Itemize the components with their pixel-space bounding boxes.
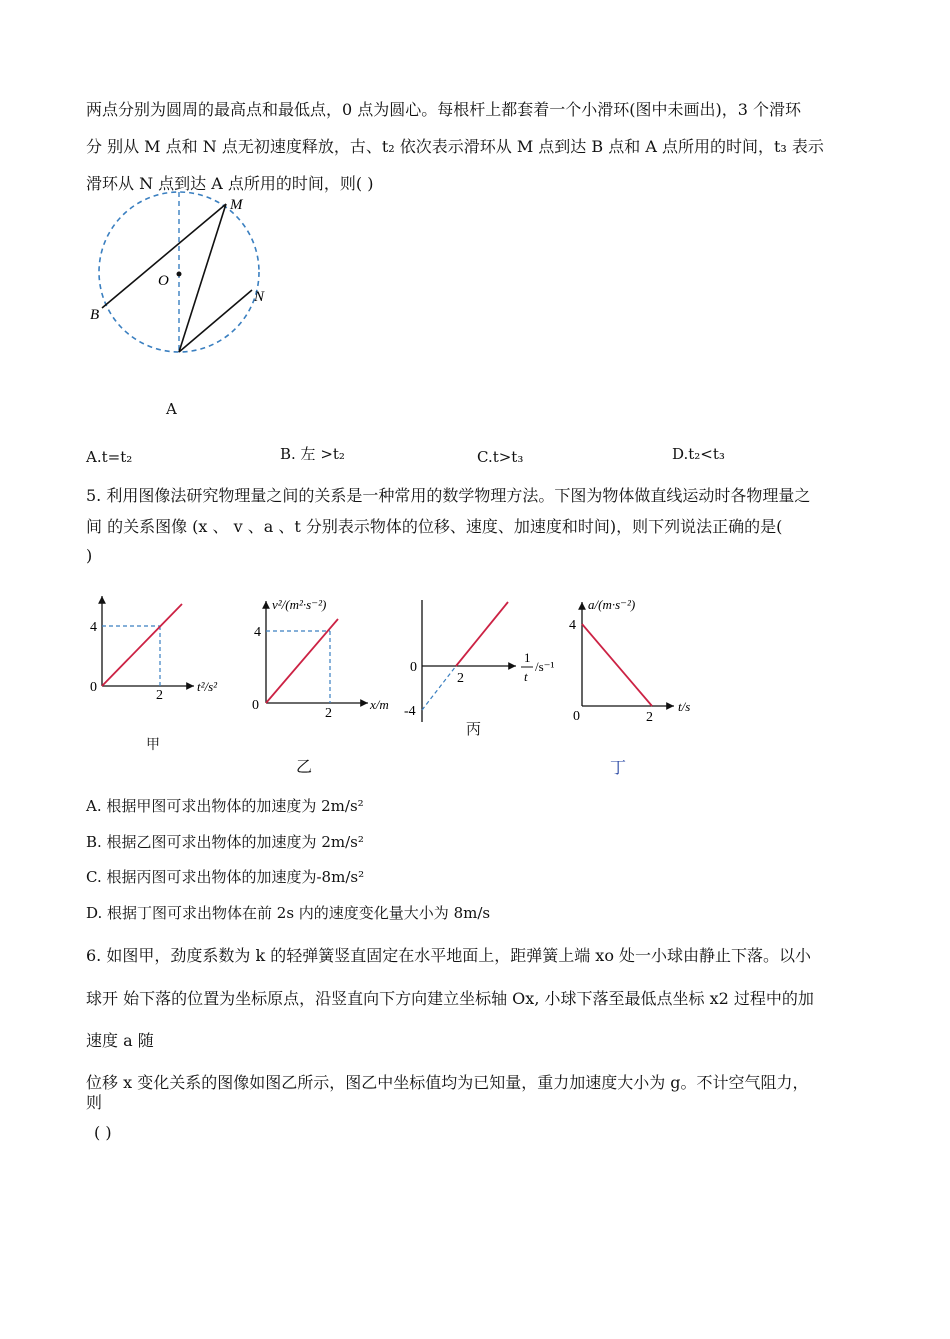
q5-option-d: D. 根据丁图可求出物体在前 2s 内的速度变化量大小为 8m/s (86, 904, 491, 922)
bing-x-tick: 2 (457, 671, 464, 686)
bing-x-label-num: 1 (524, 650, 531, 665)
bing-zero: 0 (410, 660, 417, 675)
q6-text-line-5: 则 (86, 1093, 103, 1112)
caption-jia: 甲 (146, 737, 160, 753)
label-o: O (158, 273, 169, 289)
q5-option-c: C. 根据丙图可求出物体的加速度为-8m/s² (86, 868, 365, 886)
q4-text-line-1: 两点分别为圆周的最高点和最低点，0 点为圆心。每根杆上都套着一个小滑环(图中未画出)，3 个滑环 (86, 100, 802, 119)
caption-yi: 乙 (296, 757, 313, 776)
q5-option-b: B. 根据乙图可求出物体的加速度为 2m/s² (86, 833, 364, 851)
yi-x-label: x/m (370, 697, 389, 712)
q4-option-c: C.t>t₃ (477, 448, 524, 466)
ding-x-label: t/s (678, 699, 691, 714)
q5-option-a: A. 根据甲图可求出物体的加速度为 2m/s² (86, 797, 364, 815)
yi-y-label: v²/(m²·s⁻²) (272, 597, 327, 612)
yi-x-tick: 2 (325, 706, 332, 718)
bing-neg-tick: -4 (404, 704, 416, 719)
q4-option-a: A.t=t₂ (86, 448, 133, 466)
ding-x-tick: 2 (646, 710, 653, 721)
bing-x-label-den: t (524, 669, 528, 684)
ding-origin: 0 (573, 709, 580, 721)
q5-text-line-2: 间 的关系图像 (x 、 v 、a 、t 分别表示物体的位移、速度、加速度和时间)，则下列说法正确的是( (86, 517, 783, 536)
q6-text-line-1: 6. 如图甲，劲度系数为 k 的轻弹簧竖直固定在水平地面上，距弹簧上端 xo 处一小球由静止下落。以小 (86, 946, 812, 965)
q5-text-line-1: 5. 利用图像法研究物理量之间的关系是一种常用的数学物理方法。下图为物体做直线运动时各物理量之 (86, 486, 811, 505)
graph-bing (404, 598, 564, 728)
graph-yi (248, 593, 408, 718)
jia-x-label: t²/s² (197, 679, 218, 694)
q6-text-line-4: 位移 x 变化关系的图像如图乙所示，图乙中坐标值均为已知量，重力加速度大小为 g。不计空气阻力， (86, 1073, 809, 1092)
q6-text-line-3: 速度 a 随 (86, 1031, 154, 1050)
q4-option-d: D.t₂<t₃ (672, 445, 725, 463)
q4-figure-label-a: A (166, 400, 177, 418)
graph-jia (84, 590, 234, 700)
jia-origin: 0 (90, 680, 97, 695)
q4-circle-figure (82, 190, 282, 370)
ding-y-label: a/(m·s⁻²) (588, 597, 636, 612)
graph-ding (562, 596, 702, 721)
caption-bing: 丙 (466, 720, 482, 738)
q4-option-b: B. 左 >t₂ (280, 445, 345, 463)
yi-origin: 0 (252, 698, 259, 713)
bing-x-label-unit: /s⁻¹ (535, 659, 555, 674)
q5-text-line-3: ) (86, 546, 93, 565)
jia-y-tick: 4 (90, 620, 97, 635)
yi-y-tick: 4 (254, 625, 261, 640)
label-n: N (254, 289, 265, 305)
label-b: B (90, 307, 100, 323)
jia-x-tick: 2 (156, 688, 163, 700)
q4-text-line-2: 分 别从 M 点和 N 点无初速度释放，古、t₂ 依次表示滑环从 M 点到达 B 点和 A 点所用的时间，t₃ 表示 (86, 137, 824, 156)
caption-ding: 丁 (610, 758, 627, 777)
ding-y-tick: 4 (569, 618, 576, 633)
label-m: M (230, 197, 243, 213)
q6-text-line-6: ( ) (94, 1123, 112, 1142)
q6-text-line-2: 球开 始下落的位置为坐标原点，沿竖直向下方向建立坐标轴 Ox, 小球下落至最低点坐标 x2 过程中的加 (86, 989, 814, 1008)
q4-text-line-3: 滑环从 N 点到达 A 点所用的时间，则( ) (86, 174, 374, 193)
